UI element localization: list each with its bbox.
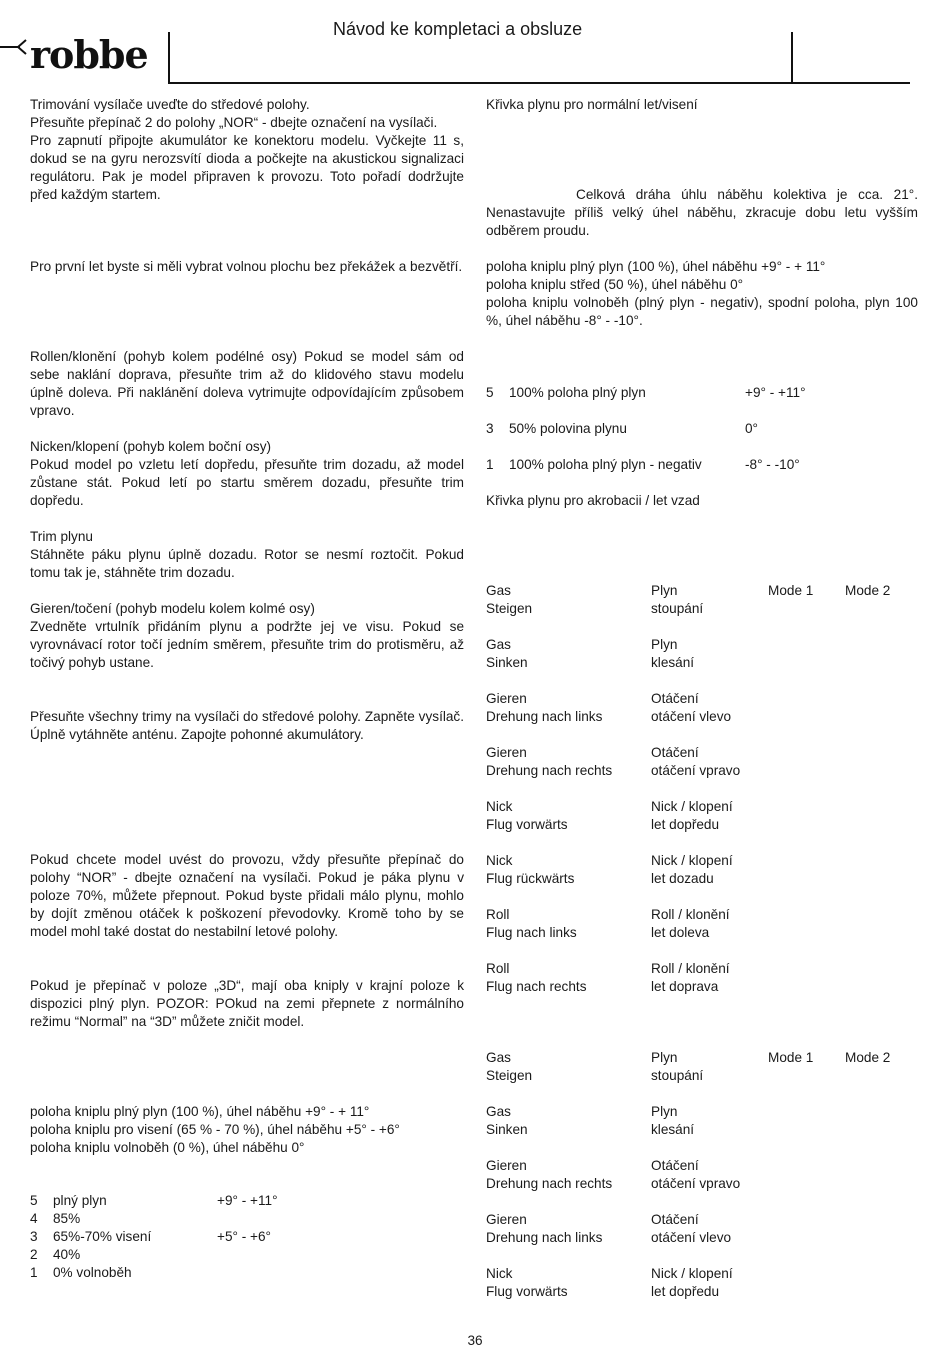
table-row: Drehung nach rechts otáčení vpravo [486, 763, 741, 778]
table-row: Nick Nick / klopení [486, 799, 733, 814]
throttle-trim-paragraph: Stáhněte páku plynu úplně dozadu. Rotor se nesmí roztočit. Pokud tomu tak je, stáhněte trim dozadu. [30, 547, 464, 580]
table-row: Gieren Otáčení [486, 745, 699, 760]
table-row: Gieren Otáčení [486, 691, 699, 706]
table-header-row: Gas Plyn Mode 1 Mode 2 [486, 583, 891, 598]
table-row: Flug vorwärts let dopředu [486, 1284, 720, 1299]
mode-1-header: Mode 1 [768, 1050, 814, 1065]
curve-row: 4 85% [30, 1211, 81, 1226]
acro-curve-title: Křivka plynu pro akrobacii / let vzad [486, 493, 700, 508]
curve-row: 3 65%-70% visení +5° - +6° [30, 1229, 271, 1244]
mode-1-header: Mode 1 [768, 583, 814, 598]
table-row: Flug vorwärts let dopředu [486, 817, 720, 832]
table-row: Sinken klesání [486, 655, 695, 670]
table-row: Gas Plyn [486, 637, 678, 652]
table-row: Drehung nach rechts otáčení vpravo [486, 1176, 741, 1191]
table-row: Drehung nach links otáčení vlevo [486, 1230, 732, 1245]
table-row: Sinken klesání [486, 1122, 695, 1137]
nor-switch-paragraph: Pokud chcete model uvést do provozu, vždy přesuňte přepínač do polohy “NOR” - dbejte označení na vysílači. Pokud je páka plynu v poloze 70%, můžete přepnout. Pokud byste přidali málo plynu, mohlo by dojít změnou otáček k poškození převodovky. Kromě toho by se model mohl také dostat do nestabilní letové polohy. [30, 852, 464, 939]
mode-3d-paragraph: Pokud je přepínač v poloze „3D“, mají oba kniply v krajní poloze k dispozici plný plyn. POZOR: POkud na zemi přepnete z normálního režimu “Normal” na “3D” můžete zničit model. [30, 978, 464, 1029]
page-number: 36 [467, 1333, 483, 1348]
header-divider-left [168, 32, 170, 84]
acro-curve-table [486, 384, 918, 474]
header-rule [168, 82, 910, 84]
paragraph: Přesuňte přepínač 2 do polohy „NOR“ - dbejte označení na vysílači. [30, 115, 438, 130]
stick-line: poloha kniplu volnoběh (plný plyn - negativ), spodní poloha, plyn 100 %, úhel náběhu -8° - -10°. [486, 295, 918, 328]
curve-row: 1 100% poloha plný plyn - negativ -8° - -10° [486, 457, 800, 472]
header-divider-right [791, 32, 793, 84]
table-row: Flug rückwärts let dozadu [486, 871, 714, 886]
paragraph: Pro zapnutí připojte akumulátor ke konektoru modelu. Vyčkejte 11 s, dokud se na gyru nerozsvítí dioda a počkejte na akustickou signalizaci regulátoru. Pak je model připraven k provozu. Toto pořadí dodržujte před každým startem. [30, 133, 464, 202]
table-row: Nick Nick / klopení [486, 853, 733, 868]
first-flight-paragraph: Pro první let byste si měli vybrat volnou plochu bez překážek a bezvětří. [30, 259, 463, 274]
normal-curve-table [30, 1192, 464, 1282]
controls-table-2 [486, 1049, 918, 1301]
table-row: Nick Nick / klopení [486, 1266, 733, 1281]
stick-line: poloha kniplu plný plyn (100 %), úhel náběhu +9° - + 11° [486, 259, 826, 274]
curve-row: 1 0% volnoběh [30, 1265, 132, 1280]
stick-line: poloha kniplu volnoběh (0 %), úhel náběhu 0° [30, 1140, 305, 1155]
right-stick-positions [486, 258, 918, 330]
table-row: Gas Plyn [486, 1104, 678, 1119]
table-row: Drehung nach links otáčení vlevo [486, 709, 732, 724]
stick-line: poloha kniplu plný plyn (100 %), úhel náběhu +9° - + 11° [30, 1104, 370, 1119]
robbe-logo [0, 30, 170, 80]
normal-curve-title: Křivka plynu pro normální let/visení [486, 97, 698, 112]
throttle-trim-title: Trim plynu [30, 529, 93, 544]
curve-row: 2 40% [30, 1247, 81, 1262]
page-title: Návod ke kompletaci a obsluze [333, 19, 583, 39]
svg-text:robbe: robbe [30, 32, 148, 77]
table-row: Flug nach links let doleva [486, 925, 710, 940]
stick-line: poloha kniplu pro visení (65 % - 70 %), úhel náběhu +5° - +6° [30, 1122, 400, 1137]
table-row: Gieren Otáčení [486, 1158, 699, 1173]
yaw-title: Gieren/točení (pohyb modelu kolem kolmé osy) [30, 601, 315, 616]
stick-line: poloha kniplu střed (50 %), úhel náběhu 0° [486, 277, 744, 292]
collective-note: Celková dráha úhlu náběhu kolektiva je cca. 21°. Nenastavujte příliš velký úhel náběhu, zkracuje dobu letu vyšším odběrem proudu. [486, 187, 918, 238]
mode-2-header: Mode 2 [845, 583, 891, 598]
table-row: Steigen stoupání [486, 601, 704, 616]
table-row: Roll Roll / klonění [486, 907, 730, 922]
controls-table-1 [486, 582, 918, 996]
curve-row: 5 100% poloha plný plyn +9° - +11° [486, 385, 806, 400]
trim-instructions [30, 96, 464, 204]
curve-row: 5 plný plyn +9° - +11° [30, 1193, 278, 1208]
trims-center-paragraph: Přesuňte všechny trimy na vysílači do středové polohy. Zapněte vysílač. Úplně vytáhněte anténu. Zapojte pohonné akumulátory. [30, 709, 464, 742]
paragraph: Trimování vysílače uveďte do středové polohy. [30, 97, 310, 112]
left-stick-positions [30, 1103, 464, 1157]
curve-row: 3 50% polovina plynu 0° [486, 421, 758, 436]
table-row: Steigen stoupání [486, 1068, 704, 1083]
table-header-row: Gas Plyn Mode 1 Mode 2 [486, 1050, 891, 1065]
table-row: Flug nach rechts let doprava [486, 979, 719, 994]
table-row: Roll Roll / klonění [486, 961, 730, 976]
pitch-paragraph: Pokud model po vzletu letí dopředu, přesuňte trim dozadu, až model zůstane stát. Pokud letí po startu směrem dozadu, přesuňte trim dopředu. [30, 457, 464, 508]
roll-paragraph: Rollen/klonění (pohyb kolem podélné osy) Pokud se model sám od sebe naklání doprava, přesuňte trim až do klidového stavu modelu úplně doleva. Při naklánění doleva vytrimujte odpovídajícím způsobem vpravo. [30, 349, 464, 418]
pitch-title: Nicken/klopení (pohyb kolem boční osy) [30, 439, 272, 454]
yaw-paragraph: Zvedněte vrtulník přidáním plynu a podržte jej ve visu. Pokud se vyrovnávací rotor točí jedním směrem, přesuňte trim do protisměru, až točivý pohyb ustane. [30, 619, 464, 670]
mode-2-header: Mode 2 [845, 1050, 891, 1065]
table-row: Gieren Otáčení [486, 1212, 699, 1227]
